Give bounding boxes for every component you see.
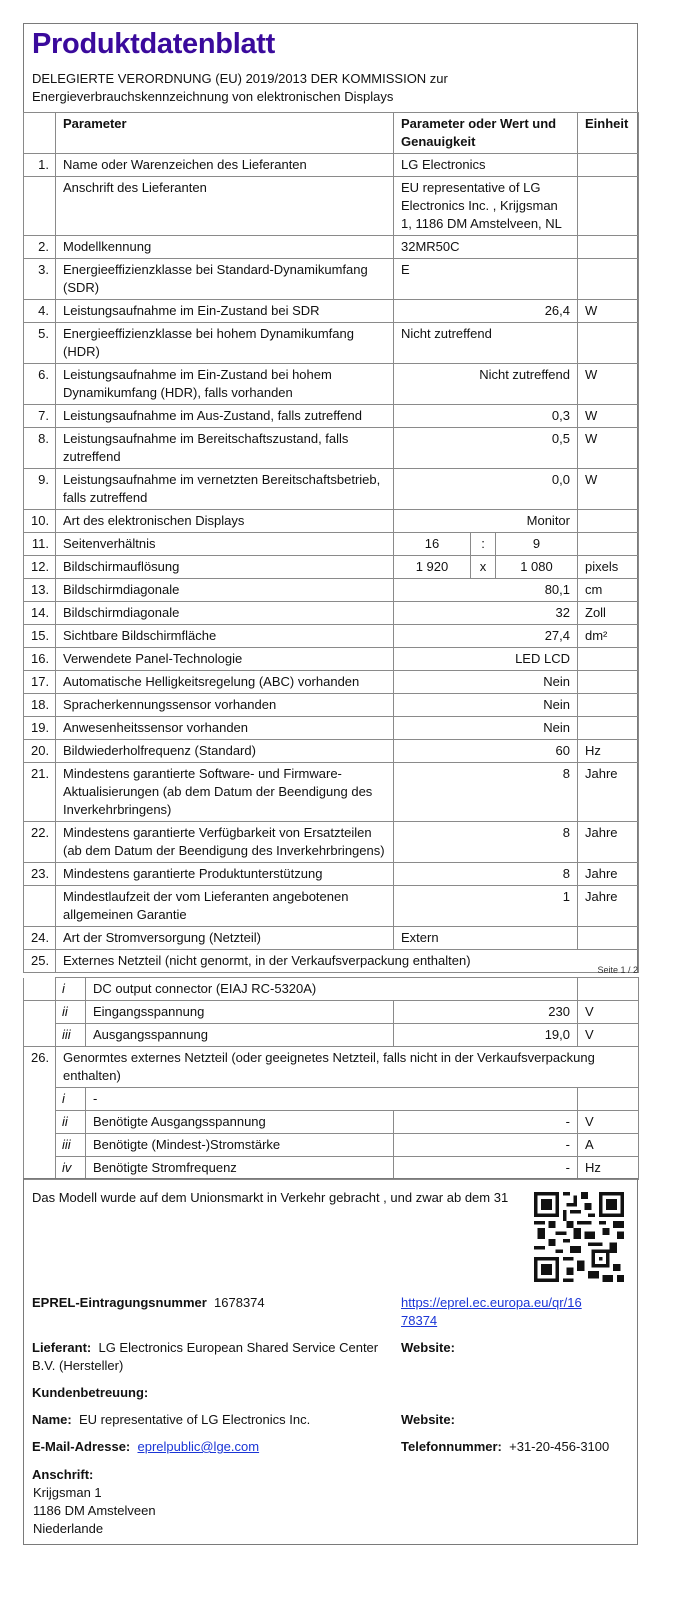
row-parameter: Art der Stromversorgung (Netzteil)	[56, 927, 394, 950]
datasheet-page-1	[23, 23, 638, 973]
row-unit	[578, 177, 639, 236]
row-number: 3.	[24, 259, 56, 300]
row-roman: iv	[56, 1157, 86, 1180]
row-label: Genormtes externes Netzteil (oder geeignetes Netzteil, falls nicht in der Verkaufsverpackung enthalten)	[56, 1047, 639, 1088]
row-parameter: Leistungsaufnahme im Ein-Zustand bei hohem Dynamikumfang (HDR), falls vorhanden	[56, 364, 394, 405]
row-value: 60	[394, 740, 578, 763]
row-unit	[578, 236, 639, 259]
row-number: 11.	[24, 533, 56, 556]
row-parameter: Seitenverhältnis	[56, 533, 394, 556]
row-unit: pixels	[578, 556, 639, 579]
table-row	[24, 533, 639, 556]
resolution-height: 1 080	[496, 556, 578, 579]
table-row	[24, 694, 639, 717]
row-unit: W	[578, 469, 639, 510]
row-unit	[578, 259, 639, 300]
row-value: 8	[394, 822, 578, 863]
row-unit: Jahre	[578, 886, 639, 927]
row-number: 25.	[24, 950, 56, 973]
row-number: 21.	[24, 763, 56, 822]
row-label: Benötigte Stromfrequenz	[86, 1157, 394, 1180]
row-parameter: Mindestlaufzeit der vom Lieferanten angebotenen allgemeinen Garantie	[56, 886, 394, 927]
row-unit: W	[578, 428, 639, 469]
row-unit: Jahre	[578, 863, 639, 886]
table-row	[24, 950, 639, 973]
table-row	[24, 763, 639, 822]
row-parameter: Bildschirmdiagonale	[56, 579, 394, 602]
row-unit	[578, 154, 639, 177]
row-number: 4.	[24, 300, 56, 323]
row-parameter: Leistungsaufnahme im vernetzten Bereitschaftsbetrieb, falls zutreffend	[56, 469, 394, 510]
supplier-website-label: Website:	[401, 1340, 455, 1355]
row-unit	[578, 1088, 639, 1111]
row-parameter: Spracherkennungssensor vorhanden	[56, 694, 394, 717]
qr-code-icon[interactable]	[534, 1192, 624, 1282]
table-row	[24, 978, 639, 1001]
address-line-3: Niederlande	[33, 1521, 104, 1536]
row-unit: Jahre	[578, 763, 639, 822]
eprel-value: 1678374	[214, 1295, 265, 1310]
resolution-width: 1 920	[394, 556, 471, 579]
row-unit: W	[578, 300, 639, 323]
supplier-line-2: B.V. (Hersteller)	[32, 1358, 124, 1373]
aspect-ratio-width: 16	[394, 533, 471, 556]
row-value: Extern	[394, 927, 578, 950]
table-row	[24, 671, 639, 694]
row-unit	[578, 510, 639, 533]
row-roman: ii	[56, 1001, 86, 1024]
row-number: 7.	[24, 405, 56, 428]
supplier-label: Lieferant:	[32, 1340, 92, 1355]
table-row	[24, 602, 639, 625]
row-unit	[578, 323, 639, 364]
row-value: 0,0	[394, 469, 578, 510]
row-number: 18.	[24, 694, 56, 717]
row-unit: W	[578, 405, 639, 428]
table-row	[24, 740, 639, 763]
row-parameter: Mindestens garantierte Software- und Firmware-Aktualisierungen (ab dem Datum der Beendigung des Inverkehrbringens)	[56, 763, 394, 822]
table-row	[24, 405, 639, 428]
row-roman: i	[56, 978, 86, 1001]
row-value: E	[394, 259, 578, 300]
name-value: EU representative of LG Electronics Inc.	[78, 1412, 311, 1427]
row-roman: iii	[56, 1024, 86, 1047]
row-unit: V	[578, 1111, 639, 1134]
row-unit: Jahre	[578, 822, 639, 863]
row-value: Nein	[394, 717, 578, 740]
table-row	[24, 259, 639, 300]
table-row	[24, 177, 639, 236]
row-parameter: Art des elektronischen Displays	[56, 510, 394, 533]
row-value: 0,5	[394, 428, 578, 469]
row-unit: V	[578, 1024, 639, 1047]
row-label: DC output connector (EIAJ RC-5320A)	[86, 978, 578, 1001]
row-parameter: Verwendete Panel-Technologie	[56, 648, 394, 671]
table-row	[24, 323, 639, 364]
row-number: 17.	[24, 671, 56, 694]
row-unit: Hz	[578, 1157, 639, 1180]
address-label: Anschrift:	[32, 1467, 94, 1482]
row-unit: dm²	[578, 625, 639, 648]
subtitle-line-1: DELEGIERTE VERORDNUNG (EU) 2019/2013 DER KOMMISSION zur	[32, 71, 448, 86]
row-value: 32MR50C	[394, 236, 578, 259]
parameter-table	[23, 112, 639, 973]
name-label: Name:	[32, 1412, 72, 1427]
table-row	[24, 648, 639, 671]
table-row	[24, 1157, 639, 1180]
row-number	[24, 177, 56, 236]
row-value: LED LCD	[394, 648, 578, 671]
row-roman: i	[56, 1088, 86, 1111]
table-row	[24, 822, 639, 863]
email-link[interactable]: eprelpublic@lge.com	[137, 1439, 260, 1454]
phone-label: Telefonnummer:	[401, 1439, 502, 1454]
row-parameter: Mindestens garantierte Verfügbarkeit von Ersatzteilen (ab dem Datum der Beendigung des Inverkehrbringens)	[56, 822, 394, 863]
row-number	[24, 1024, 56, 1047]
aspect-ratio-separator: :	[471, 533, 496, 556]
service-email	[32, 1438, 259, 1456]
row-number: 12.	[24, 556, 56, 579]
table-row	[24, 1001, 639, 1024]
row-value: 80,1	[394, 579, 578, 602]
row-label: Benötigte (Mindest-)Stromstärke	[86, 1134, 394, 1157]
row-value: 230	[394, 1001, 578, 1024]
eprel-number	[32, 1294, 265, 1312]
market-date-text: Das Modell wurde auf dem Unionsmarkt in Verkehr gebracht , und zwar ab dem 31	[32, 1190, 509, 1205]
supplier-value: LG Electronics European Shared Service Center	[98, 1340, 379, 1355]
row-parameter: Externes Netzteil (nicht genormt, in der Verkaufsverpackung enthalten)	[56, 950, 639, 973]
row-parameter: Leistungsaufnahme im Bereitschaftszustand, falls zutreffend	[56, 428, 394, 469]
row-number: 14.	[24, 602, 56, 625]
table-row	[24, 364, 639, 405]
row-label: Benötigte Ausgangsspannung	[86, 1111, 394, 1134]
row-number: 13.	[24, 579, 56, 602]
table-row	[24, 1134, 639, 1157]
row-number: 15.	[24, 625, 56, 648]
row-number: 22.	[24, 822, 56, 863]
table-row	[24, 1047, 639, 1088]
row-number: 19.	[24, 717, 56, 740]
row-parameter: Bildschirmdiagonale	[56, 602, 394, 625]
table-row	[24, 625, 639, 648]
row-parameter: Mindestens garantierte Produktunterstützung	[56, 863, 394, 886]
row-parameter: Name oder Warenzeichen des Lieferanten	[56, 154, 394, 177]
table-row	[24, 154, 639, 177]
col-header-unit: Einheit	[578, 113, 639, 154]
row-value: Nein	[394, 694, 578, 717]
table-row	[24, 579, 639, 602]
row-unit	[578, 717, 639, 740]
row-value: 0,3	[394, 405, 578, 428]
row-value: 32	[394, 602, 578, 625]
row-number: 5.	[24, 323, 56, 364]
address-line-1: Krijgsman 1	[33, 1485, 102, 1500]
row-value: 26,4	[394, 300, 578, 323]
row-value: EU representative of LG Electronics Inc. , Krijgsman 1, 1186 DM Amstelveen, NL	[394, 177, 578, 236]
resolution-separator: x	[471, 556, 496, 579]
row-label: -	[86, 1088, 578, 1111]
col-header-parameter: Parameter	[56, 113, 394, 154]
supplier-line-1	[32, 1339, 378, 1357]
table-row	[24, 469, 639, 510]
aspect-ratio-height: 9	[496, 533, 578, 556]
row-number: 26.	[24, 1047, 56, 1180]
table-row	[24, 1024, 639, 1047]
row-parameter: Leistungsaufnahme im Ein-Zustand bei SDR	[56, 300, 394, 323]
row-unit: W	[578, 364, 639, 405]
row-roman: ii	[56, 1111, 86, 1134]
power-supply-table	[23, 977, 638, 1180]
eprel-label: EPREL-Eintragungsnummer	[32, 1295, 207, 1310]
row-parameter: Anwesenheitssensor vorhanden	[56, 717, 394, 740]
row-unit: Zoll	[578, 602, 639, 625]
row-value: -	[394, 1134, 578, 1157]
row-number: 1.	[24, 154, 56, 177]
phone-value: +31-20-456-3100	[509, 1439, 610, 1454]
row-number	[24, 978, 56, 1001]
row-parameter: Energieeffizienzklasse bei Standard-Dynamikumfang (SDR)	[56, 259, 394, 300]
table-row	[24, 1111, 639, 1134]
row-value: Nicht zutreffend	[394, 323, 578, 364]
address-line-2: 1186 DM Amstelveen	[33, 1503, 156, 1518]
row-value: LG Electronics	[394, 154, 578, 177]
row-value: -	[394, 1111, 578, 1134]
row-parameter: Automatische Helligkeitsregelung (ABC) vorhanden	[56, 671, 394, 694]
page-marker: Seite 1 / 2	[597, 965, 638, 975]
eprel-link-line-2[interactable]: 78374	[401, 1313, 438, 1328]
eprel-link-line-1[interactable]: https://eprel.ec.europa.eu/qr/16	[401, 1295, 582, 1310]
row-number: 6.	[24, 364, 56, 405]
table-row	[24, 300, 639, 323]
row-roman: iii	[56, 1134, 86, 1157]
row-unit	[578, 533, 639, 556]
row-parameter: Bildschirmauflösung	[56, 556, 394, 579]
row-unit	[578, 694, 639, 717]
row-number	[24, 886, 56, 927]
row-number: 20.	[24, 740, 56, 763]
row-label: Eingangsspannung	[86, 1001, 394, 1024]
row-number: 2.	[24, 236, 56, 259]
row-value: -	[394, 1157, 578, 1180]
row-value: 8	[394, 863, 578, 886]
row-parameter: Bildwiederholfrequenz (Standard)	[56, 740, 394, 763]
col-header-number	[24, 113, 56, 154]
row-value: Monitor	[394, 510, 578, 533]
table-row	[24, 886, 639, 927]
row-number: 23.	[24, 863, 56, 886]
table-row	[24, 927, 639, 950]
row-value: Nein	[394, 671, 578, 694]
customer-service-heading: Kundenbetreuung:	[32, 1385, 149, 1400]
row-parameter: Modellkennung	[56, 236, 394, 259]
row-label: Ausgangsspannung	[86, 1024, 394, 1047]
row-value: 27,4	[394, 625, 578, 648]
row-number: 10.	[24, 510, 56, 533]
row-unit: Hz	[578, 740, 639, 763]
row-parameter: Sichtbare Bildschirmfläche	[56, 625, 394, 648]
row-parameter: Leistungsaufnahme im Aus-Zustand, falls zutreffend	[56, 405, 394, 428]
col-header-value: Parameter oder Wert und Genauigkeit	[394, 113, 578, 154]
table-row	[24, 556, 639, 579]
row-value: 8	[394, 763, 578, 822]
table-row	[24, 236, 639, 259]
table-row	[24, 510, 639, 533]
page-title: Produktdatenblatt	[32, 28, 276, 60]
row-number: 16.	[24, 648, 56, 671]
table-row	[24, 863, 639, 886]
table-row	[24, 1088, 639, 1111]
service-name	[32, 1411, 310, 1429]
row-number: 24.	[24, 927, 56, 950]
row-parameter: Anschrift des Lieferanten	[56, 177, 394, 236]
row-unit: A	[578, 1134, 639, 1157]
psu-table	[23, 977, 639, 1180]
row-number	[24, 1001, 56, 1024]
row-value: Nicht zutreffend	[394, 364, 578, 405]
table-row	[24, 428, 639, 469]
email-label: E-Mail-Adresse:	[32, 1439, 131, 1454]
row-unit: cm	[578, 579, 639, 602]
row-number: 9.	[24, 469, 56, 510]
row-unit: V	[578, 1001, 639, 1024]
service-website-label: Website:	[401, 1412, 455, 1427]
regulation-subtitle	[24, 66, 637, 112]
table-header-row	[24, 113, 639, 154]
row-number: 8.	[24, 428, 56, 469]
row-parameter: Energieeffizienzklasse bei hohem Dynamikumfang (HDR)	[56, 323, 394, 364]
subtitle-line-2: Energieverbrauchskennzeichnung von elektronischen Displays	[32, 89, 394, 104]
row-value: 19,0	[394, 1024, 578, 1047]
row-unit	[578, 671, 639, 694]
service-phone	[401, 1438, 609, 1456]
row-unit	[578, 978, 639, 1001]
row-unit	[578, 648, 639, 671]
row-value: 1	[394, 886, 578, 927]
row-unit	[578, 927, 639, 950]
table-row	[24, 717, 639, 740]
